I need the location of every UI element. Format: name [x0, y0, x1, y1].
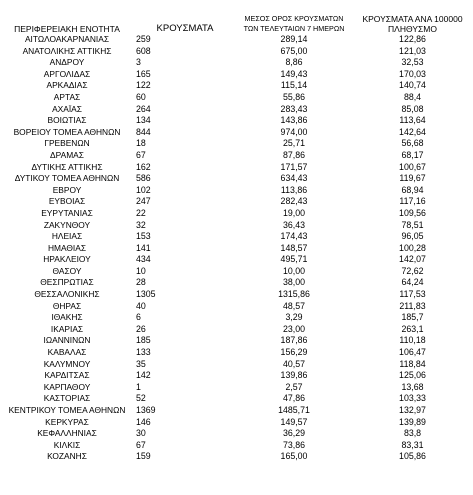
- table-row: [0, 196, 473, 208]
- region-cell: ΔΥΤΙΚΗΣ ΑΤΤΙΚΗΣ: [31, 161, 103, 172]
- table-row: [0, 92, 473, 104]
- cases-cell: 28: [136, 277, 146, 288]
- per-100k-cell: 72,62: [401, 265, 424, 276]
- per-100k-cell: 110,18: [399, 335, 426, 346]
- region-cell: ΗΛΕΙΑΣ: [51, 231, 83, 242]
- avg-7day-cell: 289,14: [280, 34, 308, 44]
- per-100k-cell: 117,16: [399, 196, 426, 207]
- region-cell: ΚΑΒΑΛΑΣ: [47, 347, 87, 358]
- table-row: [0, 451, 473, 463]
- per-100k-cell: 83,31: [401, 439, 424, 450]
- cases-cell: 146: [136, 416, 151, 427]
- header-cases-per-100k: [352, 0, 473, 34]
- per-100k-cell: 142,07: [399, 254, 426, 265]
- avg-7day-cell: 156,29: [280, 347, 308, 358]
- region-cell: ΚΑΣΤΟΡΙΑΣ: [43, 393, 91, 404]
- region-cell: ΓΡΕΒΕΝΩΝ: [44, 138, 90, 149]
- avg-7day-cell: 36,29: [282, 428, 305, 439]
- per-100k-cell: 13,68: [401, 381, 424, 392]
- per-100k-cell: 118,84: [399, 358, 426, 369]
- avg-7day-cell: 87,86: [282, 149, 305, 160]
- table-row: [0, 312, 473, 324]
- per-100k-cell: 140,74: [399, 80, 426, 91]
- avg-7day-cell: 675,00: [280, 45, 308, 56]
- table-row: [0, 127, 473, 139]
- cases-cell: 1305: [136, 289, 156, 300]
- table-row: [0, 277, 473, 289]
- table-body: [0, 34, 473, 463]
- cases-cell: 264: [136, 103, 151, 114]
- cases-cell: 32: [136, 219, 146, 230]
- region-cell: ΚΑΡΠΑΘΟΥ: [43, 381, 91, 392]
- avg-7day-cell: 139,86: [280, 370, 308, 381]
- region-cell: ΑΡΤΑΣ: [53, 91, 81, 102]
- table-row: [0, 347, 473, 359]
- table-row: [0, 417, 473, 429]
- table-row: [0, 335, 473, 347]
- region-cell: ΚΙΛΚΙΣ: [53, 439, 81, 450]
- header-7day-average: [236, 0, 352, 34]
- cases-cell: 586: [136, 173, 151, 184]
- table-row: [0, 324, 473, 336]
- region-cell: ΔΥΤΙΚΟΥ ΤΟΜΕΑ ΑΘΗΝΩΝ: [14, 173, 120, 184]
- table-row: [0, 254, 473, 266]
- per-100k-cell: 142,64: [399, 126, 426, 137]
- cases-cell: 844: [136, 126, 151, 137]
- cases-cell: 40: [136, 300, 146, 311]
- table-row: [0, 405, 473, 417]
- header-row: [0, 0, 473, 34]
- avg-7day-cell: 25,71: [282, 138, 305, 149]
- per-100k-cell: 32,53: [401, 57, 424, 68]
- avg-7day-cell: 143,86: [280, 115, 308, 126]
- avg-7day-cell: 1315,86: [278, 289, 310, 300]
- region-cell: ΕΥΒΟΙΑΣ: [48, 196, 86, 207]
- cases-cell: 141: [136, 242, 151, 253]
- cases-cell: 1: [136, 381, 141, 392]
- avg-7day-cell: 282,43: [280, 196, 308, 207]
- region-cell: ΑΡΚΑΔΙΑΣ: [46, 80, 88, 91]
- header-cases: [134, 0, 236, 34]
- avg-7day-cell: 10,00: [282, 265, 305, 276]
- table-row: [0, 440, 473, 452]
- region-cell: ΑΝΑΤΟΛΙΚΗΣ ΑΤΤΙΚΗΣ: [22, 45, 112, 56]
- cases-cell: 6: [136, 312, 141, 323]
- avg-7day-cell: 48,57: [282, 300, 305, 311]
- avg-7day-cell: 165,00: [280, 451, 308, 462]
- per-100k-cell: 68,17: [401, 149, 424, 160]
- avg-7day-cell: 8,86: [285, 57, 303, 68]
- per-100k-cell: 96,05: [401, 231, 424, 242]
- cases-cell: 185: [136, 335, 151, 346]
- region-cell: ΑΙΤΩΛΟΑΚΑΡΝΑΝΙΑΣ: [24, 34, 110, 44]
- cases-cell: 52: [136, 393, 146, 404]
- region-cell: ΚΕΦΑΛΛΗΝΙΑΣ: [37, 428, 97, 439]
- table-row: [0, 382, 473, 394]
- region-cell: ΒΟΙΩΤΙΑΣ: [47, 115, 87, 126]
- region-cell: ΑΡΓΟΛΙΔΑΣ: [43, 68, 91, 79]
- region-cell: ΘΗΡΑΣ: [52, 300, 82, 311]
- table-row: [0, 115, 473, 127]
- per-100k-cell: 132,97: [399, 405, 426, 415]
- per-100k-cell: 100,28: [399, 242, 426, 253]
- region-cell: ΗΡΑΚΛΕΙΟΥ: [43, 254, 91, 265]
- region-cell: ΖΑΚΥΝΘΟΥ: [43, 219, 91, 230]
- region-cell: ΙΘΑΚΗΣ: [51, 312, 83, 323]
- table-row: [0, 243, 473, 255]
- avg-7day-cell: 974,00: [280, 126, 308, 137]
- per-100k-cell: 109,56: [399, 207, 426, 218]
- table-row: [0, 150, 473, 162]
- cases-cell: 3: [136, 57, 141, 68]
- avg-7day-cell: 149,43: [280, 68, 308, 79]
- cases-cell: 67: [136, 439, 146, 450]
- table-row: [0, 220, 473, 232]
- header-avg-line1: ΜΕΣΟΣ ΟΡΟΣ ΚΡΟΥΣΜΑΤΩΝ: [244, 14, 344, 23]
- region-cell: ΑΧΑΪΑΣ: [52, 103, 82, 114]
- region-cell: ΚΑΡΔΙΤΣΑΣ: [44, 370, 90, 381]
- avg-7day-cell: 283,43: [280, 103, 308, 114]
- region-cell: ΕΥΡΥΤΑΝΙΑΣ: [41, 207, 93, 218]
- avg-7day-cell: 3,29: [285, 312, 303, 323]
- cases-cell: 153: [136, 231, 151, 242]
- avg-7day-cell: 113,86: [280, 184, 308, 195]
- region-cell: ΔΡΑΜΑΣ: [50, 149, 84, 160]
- table-row: [0, 428, 473, 440]
- header-per-line1: ΚΡΟΥΣΜΑΤΑ ΑΝΑ 100000: [362, 14, 463, 24]
- table-row: [0, 80, 473, 92]
- per-100k-cell: 78,51: [401, 219, 424, 230]
- per-100k-cell: 85,08: [401, 103, 424, 114]
- region-cell: ΗΜΑΘΙΑΣ: [47, 242, 87, 253]
- header-per-line2: ΠΛΗΘΥΣΜΟ: [388, 24, 437, 34]
- header-region-label: ΠΕΡΙΦΕΡΕΙΑΚΗ ΕΝΟΤΗΤΑ: [14, 24, 120, 34]
- table-row: [0, 34, 473, 46]
- region-cell: ΘΕΣΣΑΛΟΝΙΚΗΣ: [34, 289, 100, 300]
- header-region: [0, 0, 134, 34]
- per-100k-cell: 122,86: [399, 34, 426, 44]
- per-100k-cell: 106,47: [399, 347, 426, 358]
- cases-cell: 162: [136, 161, 151, 172]
- cases-cell: 102: [136, 184, 151, 195]
- table-row: [0, 173, 473, 185]
- per-100k-cell: 263,1: [401, 323, 424, 334]
- cases-cell: 35: [136, 358, 146, 369]
- cases-cell: 165: [136, 68, 151, 79]
- cases-cell: 122: [136, 80, 151, 91]
- table-row: [0, 370, 473, 382]
- table-row: [0, 301, 473, 313]
- cases-cell: 247: [136, 196, 151, 207]
- avg-7day-cell: 149,57: [280, 416, 308, 427]
- avg-7day-cell: 115,14: [280, 80, 308, 91]
- region-cell: ΙΩΑΝΝΙΝΩΝ: [43, 335, 91, 346]
- cases-cell: 134: [136, 115, 151, 126]
- cases-cell: 133: [136, 347, 151, 358]
- per-100k-cell: 211,83: [399, 300, 426, 311]
- avg-7day-cell: 187,86: [280, 335, 308, 346]
- header-avg-line2: ΤΩΝ ΤΕΛΕΥΤΑΙΩΝ 7 ΗΜΕΡΩΝ: [243, 24, 345, 33]
- cases-cell: 30: [136, 428, 146, 439]
- avg-7day-cell: 38,00: [282, 277, 305, 288]
- region-cell: ΚΕΝΤΡΙΚΟΥ ΤΟΜΕΑ ΑΘΗΝΩΝ: [8, 405, 126, 415]
- cases-cell: 10: [136, 265, 146, 276]
- table-row: [0, 138, 473, 150]
- table-row: [0, 185, 473, 197]
- region-cell: ΚΕΡΚΥΡΑΣ: [45, 416, 89, 427]
- cases-cell: 142: [136, 370, 151, 381]
- avg-7day-cell: 171,57: [280, 161, 308, 172]
- per-100k-cell: 100,67: [399, 161, 426, 172]
- per-100k-cell: 64,24: [401, 277, 424, 288]
- per-100k-cell: 56,68: [401, 138, 424, 149]
- table-row: [0, 266, 473, 278]
- cases-cell: 26: [136, 323, 146, 334]
- cases-cell: 60: [136, 91, 146, 102]
- table-row: [0, 57, 473, 69]
- table-row: [0, 289, 473, 301]
- avg-7day-cell: 19,00: [282, 207, 305, 218]
- region-cell: ΒΟΡΕΙΟΥ ΤΟΜΕΑ ΑΘΗΝΩΝ: [13, 126, 121, 137]
- avg-7day-cell: 40,57: [282, 358, 305, 369]
- region-cell: ΕΒΡΟΥ: [52, 184, 82, 195]
- table-row: [0, 162, 473, 174]
- header-cases-label: ΚΡΟΥΣΜΑΤΑ: [156, 23, 214, 34]
- per-100k-cell: 113,64: [399, 115, 426, 126]
- cases-cell: 608: [136, 45, 151, 56]
- region-cell: ΘΕΣΠΡΩΤΙΑΣ: [40, 277, 94, 288]
- per-100k-cell: 103,33: [399, 393, 426, 404]
- table-row: [0, 359, 473, 371]
- region-cell: ΚΟΖΑΝΗΣ: [47, 451, 87, 462]
- avg-7day-cell: 495,71: [280, 254, 308, 265]
- cases-cell: 1369: [136, 405, 156, 415]
- avg-7day-cell: 1485,71: [278, 405, 310, 415]
- cases-cell: 159: [136, 451, 151, 462]
- per-100k-cell: 121,03: [399, 45, 426, 56]
- cases-cell: 22: [136, 207, 146, 218]
- per-100k-cell: 83,8: [403, 428, 422, 439]
- avg-7day-cell: 73,86: [282, 439, 305, 450]
- per-100k-cell: 88,4: [403, 91, 422, 102]
- cases-cell: 434: [136, 254, 151, 265]
- avg-7day-cell: 55,86: [282, 91, 305, 102]
- per-100k-cell: 119,67: [399, 173, 426, 184]
- per-100k-cell: 125,06: [399, 370, 426, 381]
- avg-7day-cell: 2,57: [285, 381, 303, 392]
- cases-cell: 18: [136, 138, 146, 149]
- avg-7day-cell: 148,57: [280, 242, 308, 253]
- table-row: [0, 69, 473, 81]
- per-100k-cell: 105,86: [399, 451, 426, 462]
- per-100k-cell: 68,94: [401, 184, 424, 195]
- table-row: [0, 393, 473, 405]
- table-row: [0, 208, 473, 220]
- avg-7day-cell: 47,86: [282, 393, 305, 404]
- avg-7day-cell: 36,43: [282, 219, 305, 230]
- per-100k-cell: 185,7: [401, 312, 424, 323]
- table-row: [0, 46, 473, 58]
- per-100k-cell: 170,03: [399, 68, 426, 79]
- per-100k-cell: 139,89: [399, 416, 426, 427]
- avg-7day-cell: 23,00: [282, 323, 305, 334]
- table-row: [0, 104, 473, 116]
- region-cell: ΑΝΔΡΟΥ: [49, 57, 85, 68]
- region-cell: ΘΑΣΟΥ: [52, 265, 82, 276]
- avg-7day-cell: 174,43: [280, 231, 308, 242]
- cases-cell: 67: [136, 149, 146, 160]
- cases-cell: 259: [136, 34, 151, 44]
- region-cell: ΙΚΑΡΙΑΣ: [50, 323, 84, 334]
- table-row: [0, 231, 473, 243]
- region-cell: ΚΑΛΥΜΝΟΥ: [43, 358, 91, 369]
- per-100k-cell: 117,53: [399, 289, 426, 300]
- avg-7day-cell: 634,43: [280, 173, 308, 184]
